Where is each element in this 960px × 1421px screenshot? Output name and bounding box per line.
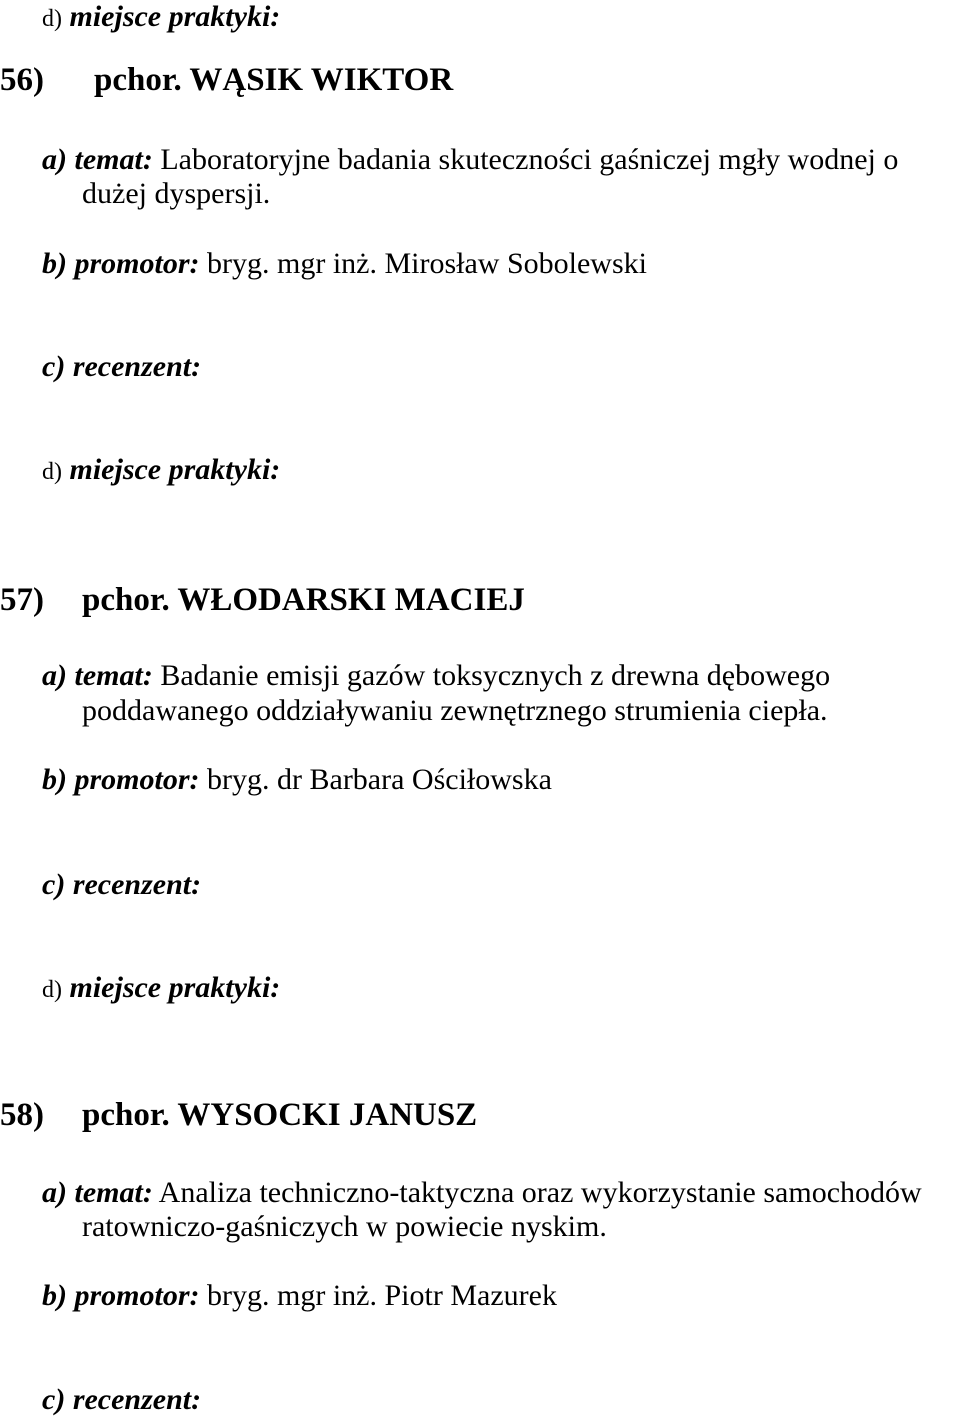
internship-label: miejsce praktyki:: [69, 971, 281, 1004]
topic-text: ratowniczo-gaśniczych w powiecie nyskim.: [82, 1210, 607, 1243]
entry-number: 57): [0, 582, 44, 618]
item-letter: b): [42, 763, 67, 796]
internship-label: miejsce praktyki:: [69, 0, 281, 33]
item-letter: b): [42, 247, 67, 280]
promotor-line: [42, 247, 647, 281]
item-letter: a): [42, 1176, 67, 1209]
reviewer-line: [42, 350, 201, 384]
promotor-line: [42, 1279, 557, 1313]
topic-text: Badanie emisji gazów toksycznych z drewna dębowego: [160, 659, 831, 692]
reviewer-line: [42, 868, 201, 902]
topic-line-2: [82, 1210, 607, 1244]
promotor-text: bryg. mgr inż. Mirosław Sobolewski: [207, 247, 647, 280]
promotor-line: [42, 763, 552, 797]
topic-label: temat:: [74, 1176, 153, 1209]
item-letter: d): [42, 977, 62, 1003]
entry-header-56: [0, 63, 453, 97]
item-letter: c): [42, 350, 66, 383]
topic-text: dużej dyspersji.: [82, 177, 271, 210]
internship-line: [42, 453, 280, 489]
topic-line-2: [82, 694, 828, 728]
entry-header-58: [0, 1098, 477, 1132]
entry-header-57: [0, 583, 525, 617]
internship-label: miejsce praktyki:: [69, 453, 281, 486]
item-letter: c): [42, 1383, 66, 1416]
topic-line-1: [42, 143, 898, 177]
top-internship-line: [42, 0, 280, 36]
topic-text: poddawanego oddziaływaniu zewnętrznego strumienia ciepła.: [82, 694, 828, 727]
promotor-label: promotor:: [74, 763, 200, 796]
reviewer-line: [42, 1383, 201, 1417]
topic-line-2: [82, 177, 270, 211]
item-letter: a): [42, 143, 67, 176]
internship-line: [42, 971, 280, 1007]
promotor-text: bryg. mgr inż. Piotr Mazurek: [207, 1279, 557, 1312]
entry-number: 56): [0, 62, 44, 98]
item-letter: d): [42, 459, 62, 485]
topic-text: Laboratoryjne badania skuteczności gaśniczej mgły wodnej o: [160, 143, 899, 176]
reviewer-label: recenzent:: [72, 868, 202, 901]
entry-number: 58): [0, 1097, 44, 1133]
entry-name: pchor. WŁODARSKI MACIEJ: [82, 582, 525, 618]
entry-name: pchor. WĄSIK WIKTOR: [94, 62, 454, 98]
topic-label: temat:: [74, 659, 153, 692]
item-letter: a): [42, 659, 67, 692]
reviewer-label: recenzent:: [72, 350, 202, 383]
topic-label: temat:: [74, 143, 153, 176]
topic-text: Analiza techniczno-taktyczna oraz wykorzystanie samochodów: [158, 1176, 922, 1209]
item-letter: d): [42, 6, 62, 32]
promotor-label: promotor:: [74, 247, 200, 280]
promotor-text: bryg. dr Barbara Ościłowska: [207, 763, 552, 796]
item-letter: c): [42, 868, 66, 901]
topic-line-1: [42, 1176, 922, 1210]
topic-line-1: [42, 659, 830, 693]
promotor-label: promotor:: [74, 1279, 200, 1312]
reviewer-label: recenzent:: [72, 1383, 202, 1416]
entry-name: pchor. WYSOCKI JANUSZ: [82, 1097, 478, 1133]
item-letter: b): [42, 1279, 67, 1312]
